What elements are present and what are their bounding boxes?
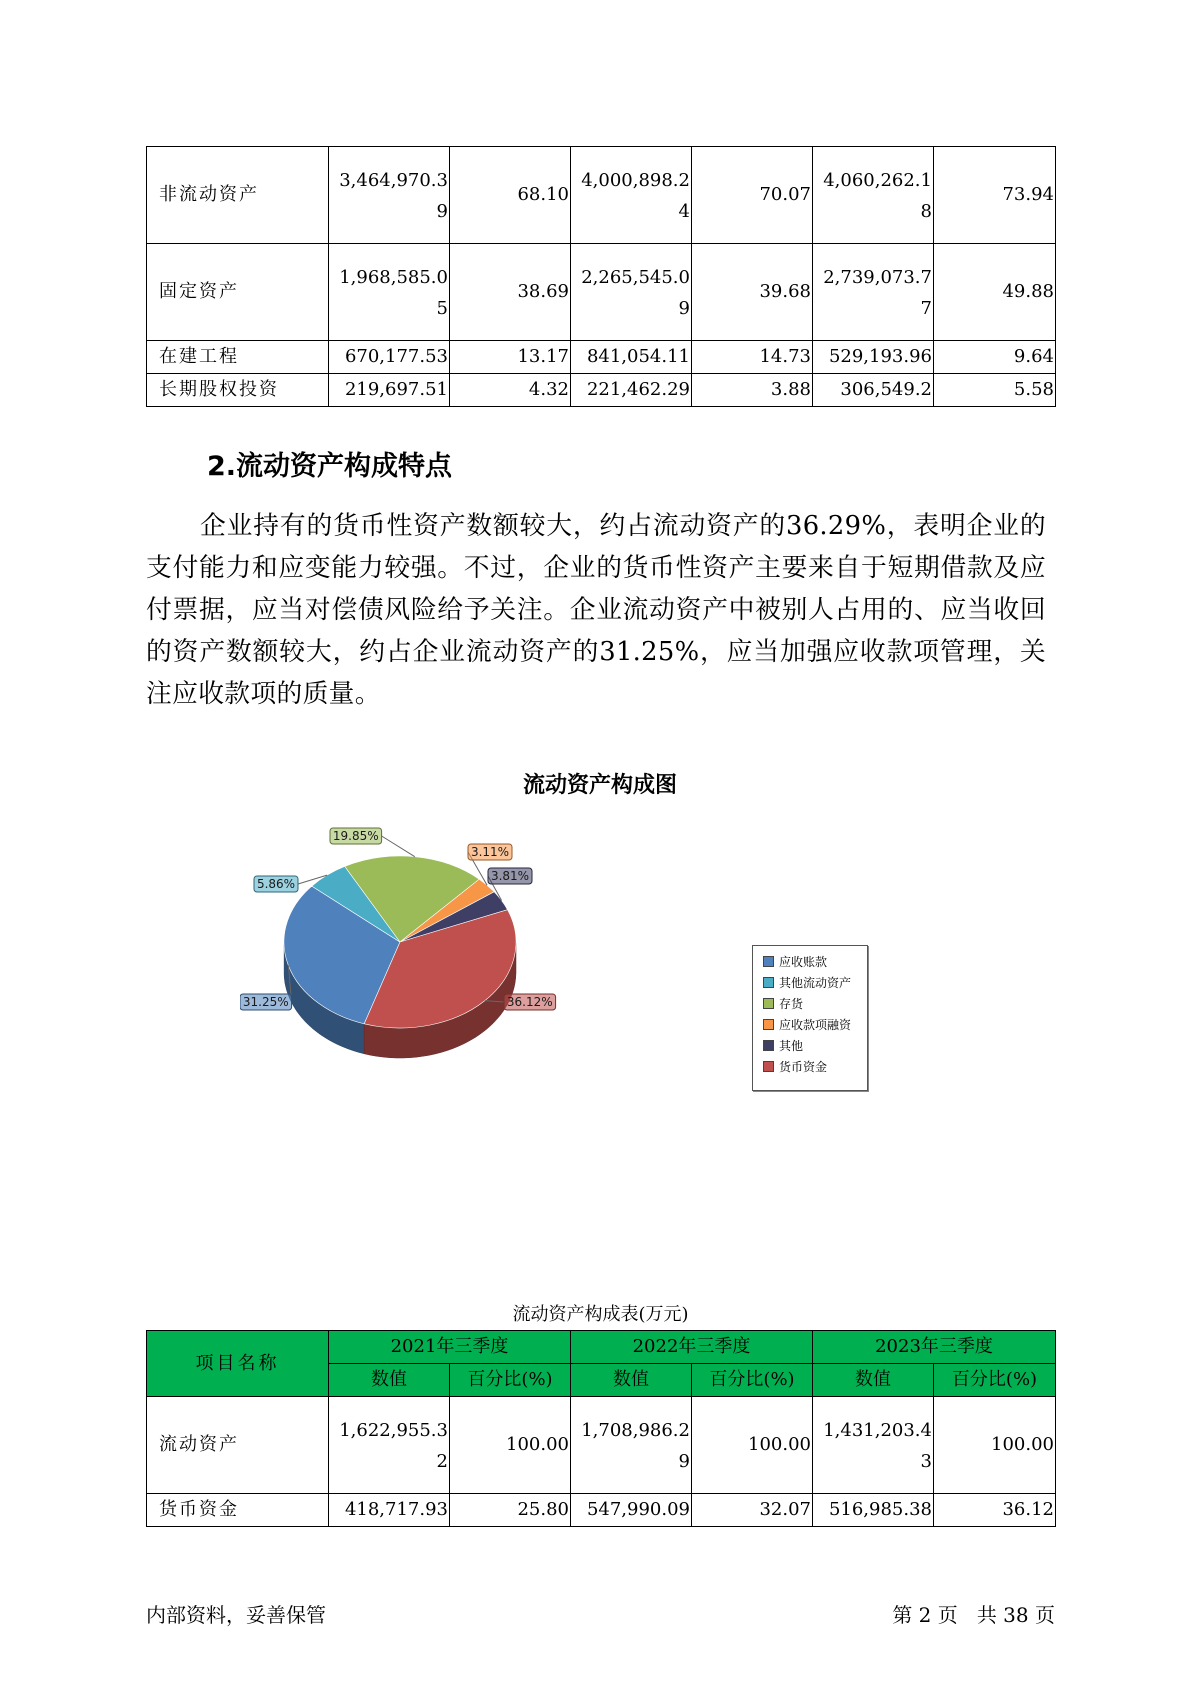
value-cell: 306,549.2 xyxy=(813,374,934,407)
legend-swatch xyxy=(763,1061,774,1072)
header-percent: 百分比(%) xyxy=(934,1364,1056,1397)
percent-cell: 5.58 xyxy=(934,374,1056,407)
pie-data-label: 5.86% xyxy=(256,877,296,891)
percent-cell: 100.00 xyxy=(692,1397,813,1494)
percent-cell: 68.10 xyxy=(450,147,571,244)
value-cell: 221,462.29 xyxy=(571,374,692,407)
pie-data-label: 36.12% xyxy=(506,995,553,1009)
row-label: 货币资金 xyxy=(147,1494,329,1527)
legend-swatch xyxy=(763,1040,774,1051)
header-year: 2023年三季度 xyxy=(813,1331,1056,1364)
percent-cell: 70.07 xyxy=(692,147,813,244)
current-assets-table xyxy=(146,1330,1056,1527)
value-cell: 1,968,585.0 5 xyxy=(329,244,450,341)
pie-data-label: 3.11% xyxy=(470,845,510,859)
percent-cell: 100.00 xyxy=(450,1397,571,1494)
table-row xyxy=(147,147,1056,244)
row-label: 流动资产 xyxy=(147,1397,329,1494)
percent-cell: 38.69 xyxy=(450,244,571,341)
percent-cell: 49.88 xyxy=(934,244,1056,341)
header-item-name: 项目名称 xyxy=(147,1331,329,1397)
legend-item: 其他流动资产 xyxy=(763,973,851,993)
table-row xyxy=(147,374,1056,407)
table-caption: 流动资产构成表(万元) xyxy=(512,1304,689,1325)
chart-legend xyxy=(752,945,868,1091)
legend-swatch xyxy=(763,977,774,988)
pie-leader-line xyxy=(382,836,415,857)
value-cell: 516,985.38 xyxy=(813,1494,934,1527)
footer-page-number: 第 2 页 共 38 页 xyxy=(892,1603,1055,1627)
table-row xyxy=(147,244,1056,341)
legend-item: 货币资金 xyxy=(763,1057,827,1077)
percent-cell: 32.07 xyxy=(692,1494,813,1527)
row-label: 固定资产 xyxy=(147,244,329,341)
header-percent: 百分比(%) xyxy=(692,1364,813,1397)
value-cell: 219,697.51 xyxy=(329,374,450,407)
percent-cell: 9.64 xyxy=(934,341,1056,374)
value-cell: 1,708,986.2 9 xyxy=(571,1397,692,1494)
percent-cell: 13.17 xyxy=(450,341,571,374)
header-year: 2022年三季度 xyxy=(571,1331,813,1364)
percent-cell: 4.32 xyxy=(450,374,571,407)
table-header-row xyxy=(147,1331,1056,1364)
percent-cell: 25.80 xyxy=(450,1494,571,1527)
chart-title: 流动资产构成图 xyxy=(522,772,677,798)
legend-swatch xyxy=(763,956,774,967)
value-cell: 2,265,545.0 9 xyxy=(571,244,692,341)
value-cell: 547,990.09 xyxy=(571,1494,692,1527)
value-cell: 1,431,203.4 3 xyxy=(813,1397,934,1494)
percent-cell: 73.94 xyxy=(934,147,1056,244)
legend-swatch xyxy=(763,1019,774,1030)
percent-cell: 14.73 xyxy=(692,341,813,374)
section-title: 2.流动资产构成特点 xyxy=(207,451,453,482)
legend-item: 存货 xyxy=(763,994,803,1014)
legend-item: 应收款项融资 xyxy=(763,1015,851,1035)
pie-data-label: 19.85% xyxy=(332,829,379,843)
pie-chart xyxy=(240,820,620,1070)
table-row xyxy=(147,341,1056,374)
header-value: 数值 xyxy=(571,1364,692,1397)
header-value: 数值 xyxy=(813,1364,934,1397)
pie-data-label: 3.81% xyxy=(490,869,530,883)
row-label: 长期股权投资 xyxy=(147,374,329,407)
legend-item: 其他 xyxy=(763,1036,803,1056)
value-cell: 1,622,955.3 2 xyxy=(329,1397,450,1494)
section-paragraph: 企业持有的货币性资产数额较大，约占流动资产的36.29%，表明企业的支付能力和应变能力较强。不过，企业的货币性资产主要来自于短期借款及应付票据，应当对偿债风险给予关注。企业流动资产中被别人占用的、应当收回的资产数额较大，约占企业流动资产的31.25%，应当加强应收款项管理，关注应收款项的质量。 xyxy=(146,511,1046,709)
value-cell: 529,193.96 xyxy=(813,341,934,374)
percent-cell: 100.00 xyxy=(934,1397,1056,1494)
noncurrent-assets-table xyxy=(146,146,1056,407)
table-row xyxy=(147,1397,1056,1494)
row-label: 非流动资产 xyxy=(147,147,329,244)
header-value: 数值 xyxy=(329,1364,450,1397)
legend-item: 应收账款 xyxy=(763,952,827,972)
value-cell: 4,060,262.1 8 xyxy=(813,147,934,244)
table-row xyxy=(147,1494,1056,1527)
footer-confidential: 内部资料，妥善保管 xyxy=(146,1603,326,1627)
legend-swatch xyxy=(763,998,774,1009)
value-cell: 4,000,898.2 4 xyxy=(571,147,692,244)
percent-cell: 3.88 xyxy=(692,374,813,407)
header-year: 2021年三季度 xyxy=(329,1331,571,1364)
pie-data-label: 31.25% xyxy=(242,995,289,1009)
value-cell: 418,717.93 xyxy=(329,1494,450,1527)
value-cell: 670,177.53 xyxy=(329,341,450,374)
value-cell: 841,054.11 xyxy=(571,341,692,374)
header-percent: 百分比(%) xyxy=(450,1364,571,1397)
percent-cell: 36.12 xyxy=(934,1494,1056,1527)
value-cell: 2,739,073.7 7 xyxy=(813,244,934,341)
row-label: 在建工程 xyxy=(147,341,329,374)
percent-cell: 39.68 xyxy=(692,244,813,341)
value-cell: 3,464,970.3 9 xyxy=(329,147,450,244)
